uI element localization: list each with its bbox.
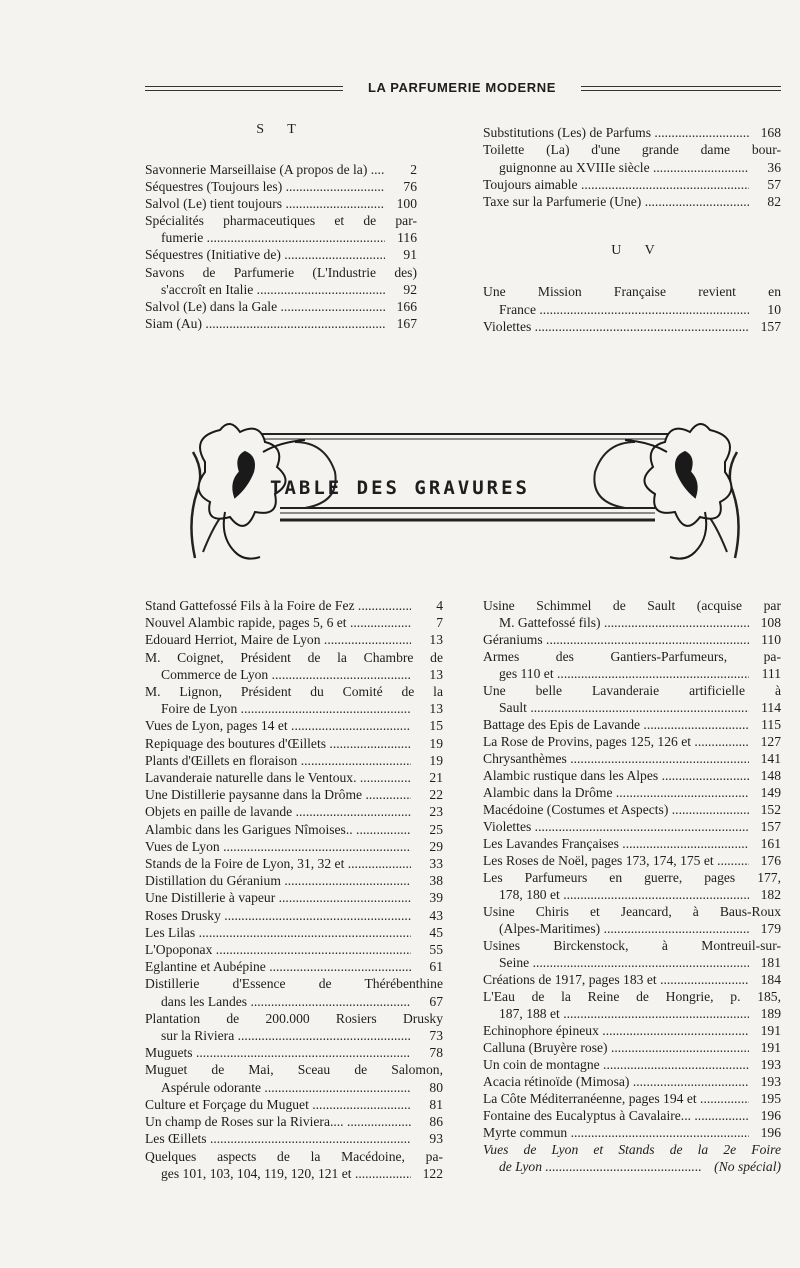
- entry-title: Toujours aimable .....: [483, 176, 749, 193]
- entry-title: Les Lavandes Françaises .....: [483, 835, 749, 852]
- index-entry: [145, 1165, 443, 1182]
- entry-page: 179: [760, 921, 781, 936]
- entry-page: 168: [760, 125, 781, 140]
- entry-title: Vues de Lyon .....: [145, 838, 411, 855]
- entry-title-line: Vues de Lyon et Stands de la 2e Foire: [483, 1142, 781, 1157]
- entry-title: Nouvel Alambic rapide, pages 5, 6 et .....: [145, 614, 411, 631]
- index-entry: [145, 178, 417, 195]
- entry-title: Foire de Lyon .....: [145, 700, 411, 717]
- entry-page: 73: [429, 1028, 443, 1044]
- entry-page: 181: [760, 955, 781, 970]
- index-column-right: [483, 124, 781, 335]
- entry-page: 57: [767, 176, 781, 192]
- gravures-table-title: TABLE DES GRAVURES: [270, 477, 530, 499]
- entry-page: 115: [761, 717, 781, 732]
- entry-page: 61: [429, 959, 443, 975]
- entry-page: 110: [761, 632, 781, 647]
- index-entry: [145, 614, 443, 631]
- entry-title: Fontaine des Eucalyptus à Cavalaire... .....: [483, 1107, 749, 1124]
- index-entry: [145, 1079, 443, 1096]
- entry-title: Battage des Epis de Lavande .....: [483, 716, 749, 733]
- entry-page: 196: [760, 1125, 781, 1140]
- index-entry: [483, 733, 781, 750]
- entry-page: 100: [396, 196, 417, 212]
- entry-page: 184: [760, 972, 781, 987]
- entry-title: Sault .....: [483, 699, 749, 716]
- index-entry: [145, 298, 417, 315]
- entry-page: 43: [429, 907, 443, 923]
- entry-title: France .....: [483, 301, 749, 318]
- entry-page: 45: [429, 924, 443, 940]
- entry-page: 91: [403, 247, 417, 263]
- entry-title: Myrte commun .....: [483, 1124, 749, 1141]
- entry-page: 196: [760, 1108, 781, 1123]
- index-entry: [483, 1073, 781, 1090]
- entry-title-line: Spécialités pharmaceutiques et de par-: [145, 213, 417, 229]
- entry-title: Siam (Au) .....: [145, 315, 385, 332]
- entry-title: La Côte Méditerranéenne, pages 194 et .....: [483, 1090, 749, 1107]
- entry-page: 80: [429, 1079, 443, 1095]
- index-entry: [145, 631, 443, 648]
- entry-title: dans les Landes .....: [145, 993, 411, 1010]
- index-entry: [483, 1005, 781, 1022]
- entry-page: 182: [760, 887, 781, 902]
- index-entry: [145, 958, 443, 975]
- index-entry: [483, 1090, 781, 1107]
- index-entry: [145, 907, 443, 924]
- index-entry: [483, 971, 781, 988]
- entry-page: 191: [760, 1040, 781, 1055]
- index-entry: [145, 717, 443, 734]
- entry-page: 141: [760, 751, 781, 766]
- entry-page: 114: [761, 700, 781, 715]
- entry-title: Les Œillets .....: [145, 1130, 411, 1147]
- entry-page: 38: [429, 873, 443, 889]
- index-entry: [483, 301, 781, 318]
- entry-page: 67: [429, 993, 443, 1009]
- entry-page: 13: [429, 632, 443, 648]
- entry-page: 25: [429, 821, 443, 837]
- entry-page: 166: [396, 298, 417, 314]
- entry-title: Séquestres (Toujours les) .....: [145, 178, 385, 195]
- entry-title: ges 110 et .....: [483, 665, 749, 682]
- index-entry: [145, 195, 417, 212]
- index-entry: [483, 193, 781, 210]
- entry-title: Chrysanthèmes .....: [483, 750, 749, 767]
- entry-page: 78: [429, 1045, 443, 1061]
- entry-title: Edouard Herriot, Maire de Lyon .....: [145, 631, 411, 648]
- entry-page: 76: [403, 179, 417, 195]
- index-entry: [145, 315, 417, 332]
- entry-page: 122: [422, 1165, 443, 1181]
- entry-page: 36: [767, 159, 781, 175]
- index-entry: [483, 1039, 781, 1056]
- index-entry: [145, 1113, 443, 1130]
- index-entry: [145, 821, 443, 838]
- entry-page: 39: [429, 890, 443, 906]
- entry-title: Une Distillerie à vapeur .....: [145, 889, 411, 906]
- entry-title: Savonnerie Marseillaise (A propos de la) .....: [145, 161, 385, 178]
- entry-title: La Rose de Provins, pages 125, 126 et .....: [483, 733, 749, 750]
- entry-page: (No spécial): [714, 1159, 781, 1174]
- entry-page: 10: [767, 301, 781, 317]
- index-entry: [483, 818, 781, 835]
- index-entry: [483, 176, 781, 193]
- index-entry: [145, 229, 417, 246]
- entry-title: Séquestres (Initiative de) .....: [145, 246, 385, 263]
- entry-page: 82: [767, 194, 781, 210]
- index-entry: [483, 835, 781, 852]
- index-entry: [145, 246, 417, 263]
- entry-page: 22: [429, 787, 443, 803]
- entry-page: 19: [429, 735, 443, 751]
- index-column-left: [145, 121, 417, 332]
- entry-title: M. Gattefossé fils) .....: [483, 614, 749, 631]
- index-entry: [145, 1096, 443, 1113]
- entry-page: 13: [429, 666, 443, 682]
- entry-title: Alambic rustique dans les Alpes .....: [483, 767, 749, 784]
- entry-title: Un champ de Roses sur la Riviera.... .....: [145, 1113, 411, 1130]
- header-rule-left: [145, 86, 343, 91]
- entry-page: 167: [396, 315, 417, 331]
- entry-title: Distillation du Géranium .....: [145, 872, 411, 889]
- entry-page: 193: [760, 1057, 781, 1072]
- index-entry: [483, 920, 781, 937]
- entry-title: fumerie .....: [145, 229, 385, 246]
- entry-title: s'accroît en Italie .....: [145, 281, 385, 298]
- index-entry: [483, 852, 781, 869]
- entry-title: Lavanderaie naturelle dans le Ventoux. .....: [145, 769, 411, 786]
- entry-title: Calluna (Bruyère rose) .....: [483, 1039, 749, 1056]
- entry-page: 13: [429, 701, 443, 717]
- index-entry: [483, 1022, 781, 1039]
- entry-title: Violettes .....: [483, 818, 749, 835]
- index-entry: [483, 886, 781, 903]
- entry-title: Stand Gattefossé Fils à la Foire de Fez .....: [145, 597, 411, 614]
- index-entry: [483, 631, 781, 648]
- entry-title-line: Les Parfumeurs en guerre, pages 177,: [483, 870, 781, 885]
- entry-title: guignonne au XVIIIe siècle .....: [483, 159, 749, 176]
- entry-page: 111: [761, 666, 781, 681]
- entry-title: Repiquage des boutures d'Œillets .....: [145, 735, 411, 752]
- index-entry: [483, 1124, 781, 1141]
- entry-title: ges 101, 103, 104, 119, 120, 121 et .....: [145, 1165, 411, 1182]
- entry-title-line: Usines Birckenstock, à Montreuil-sur-: [483, 938, 781, 953]
- entry-title: Commerce de Lyon .....: [145, 666, 411, 683]
- entry-page: 191: [760, 1023, 781, 1038]
- index-entry: [145, 872, 443, 889]
- entry-title: Seine .....: [483, 954, 749, 971]
- entry-title-line: Usine Chiris et Jeancard, à Baus-Roux: [483, 904, 781, 919]
- entry-title-line: Quelques aspects de la Macédoine, pa-: [145, 1148, 443, 1164]
- index-entry: [483, 1056, 781, 1073]
- entry-page: 93: [429, 1131, 443, 1147]
- index-entry: [483, 784, 781, 801]
- entry-title: Les Roses de Noël, pages 173, 174, 175 et .....: [483, 852, 749, 869]
- entry-page: 127: [760, 734, 781, 749]
- entry-page: 86: [429, 1114, 443, 1130]
- index-entry: [145, 752, 443, 769]
- entry-title: Plants d'Œillets en floraison .....: [145, 752, 411, 769]
- entry-title: Salvol (Le) dans la Gale .....: [145, 298, 385, 315]
- index-entry: [145, 1130, 443, 1147]
- index-entry: [145, 924, 443, 941]
- header-title: LA PARFUMERIE MODERNE: [367, 80, 557, 95]
- entry-title: Géraniums .....: [483, 631, 749, 648]
- entry-title-line: Usine Schimmel de Sault (acquise par: [483, 598, 781, 613]
- section-heading-uv: U V: [611, 243, 665, 259]
- index-entry: [483, 665, 781, 682]
- header-rule-right: [581, 86, 781, 91]
- index-entry: [145, 889, 443, 906]
- entry-title-line: M. Lignon, Président du Comité de la: [145, 684, 443, 700]
- entry-title-line: M. Coignet, Président de la Chambre de: [145, 649, 443, 665]
- index-entry: [145, 838, 443, 855]
- index-entry: [483, 1158, 781, 1175]
- entry-title: Les Lilas .....: [145, 924, 411, 941]
- entry-title: Macédoine (Costumes et Aspects) .....: [483, 801, 749, 818]
- index-entry: [483, 750, 781, 767]
- index-entry: [483, 318, 781, 335]
- entry-page: 2: [410, 162, 417, 177]
- entry-page: 176: [760, 853, 781, 868]
- entry-page: 161: [760, 836, 781, 851]
- index-entry: [483, 801, 781, 818]
- gravures-column-left: [145, 597, 443, 1182]
- entry-title: 187, 188 et .....: [483, 1005, 749, 1022]
- entry-title: Créations de 1917, pages 183 et .....: [483, 971, 749, 988]
- entry-title-line: Distillerie d'Essence de Thérébenthine: [145, 976, 443, 992]
- entry-page: 116: [397, 230, 417, 246]
- entry-title: (Alpes-Maritimes) .....: [483, 920, 749, 937]
- entry-page: 157: [760, 819, 781, 834]
- index-entry: [145, 1027, 443, 1044]
- entry-title: Eglantine et Aubépine .....: [145, 958, 411, 975]
- index-entry: [145, 855, 443, 872]
- entry-title: Violettes .....: [483, 318, 749, 335]
- entry-title: Roses Drusky .....: [145, 907, 411, 924]
- entry-page: 23: [429, 804, 443, 820]
- index-entry: [145, 769, 443, 786]
- entry-title: Echinophore épineux .....: [483, 1022, 749, 1039]
- index-entry: [483, 159, 781, 176]
- entry-page: 81: [429, 1096, 443, 1112]
- index-entry: [145, 993, 443, 1010]
- entry-title: Objets en paille de lavande .....: [145, 803, 411, 820]
- entry-page: 148: [760, 768, 781, 783]
- entry-title: Salvol (Le) tient toujours .....: [145, 195, 385, 212]
- index-entry: [483, 954, 781, 971]
- entry-page: 29: [429, 838, 443, 854]
- index-entry: [145, 700, 443, 717]
- index-entry: [145, 803, 443, 820]
- entry-page: 55: [429, 942, 443, 958]
- entry-page: 15: [429, 718, 443, 734]
- index-entry: [145, 666, 443, 683]
- entry-title: Un coin de montagne .....: [483, 1056, 749, 1073]
- running-header: [145, 80, 781, 100]
- entry-title-line: Muguet de Mai, Sceau de Salomon,: [145, 1062, 443, 1078]
- index-entry: [483, 1107, 781, 1124]
- index-entry: [145, 941, 443, 958]
- entry-page: 195: [760, 1091, 781, 1106]
- entry-page: 19: [429, 752, 443, 768]
- entry-title: Une Distillerie paysanne dans la Drôme .....: [145, 786, 411, 803]
- entry-page: 33: [429, 856, 443, 872]
- index-entry: [145, 1044, 443, 1061]
- entry-page: 152: [760, 802, 781, 817]
- entry-page: 193: [760, 1074, 781, 1089]
- entry-page: 189: [760, 1006, 781, 1021]
- entry-title-line: Une belle Lavanderaie artificielle à: [483, 683, 781, 698]
- entry-page: 4: [436, 598, 443, 613]
- entry-title: Taxe sur la Parfumerie (Une) .....: [483, 193, 749, 210]
- entry-page: 108: [760, 615, 781, 630]
- entry-title: Aspérule odorante .....: [145, 1079, 411, 1096]
- entry-title: Acacia rétinoïde (Mimosa) .....: [483, 1073, 749, 1090]
- index-entry: [483, 614, 781, 631]
- entry-title-line: Savons de Parfumerie (L'Industrie des): [145, 264, 417, 280]
- entry-title: de Lyon .....: [483, 1158, 701, 1175]
- entry-title: Alambic dans la Drôme .....: [483, 784, 749, 801]
- gravures-column-right: [483, 597, 781, 1175]
- entry-title: Culture et Forçage du Muguet .....: [145, 1096, 411, 1113]
- entry-page: 157: [760, 319, 781, 335]
- entry-title-line: Une Mission Française revient en: [483, 284, 781, 300]
- index-entry: [145, 597, 443, 614]
- index-entry: [145, 786, 443, 803]
- entry-title: 178, 180 et .....: [483, 886, 749, 903]
- entry-title: Muguets .....: [145, 1044, 411, 1061]
- entry-title-line: Toilette (La) d'une grande dame bour-: [483, 142, 781, 158]
- index-entry: [483, 124, 781, 141]
- entry-title-line: L'Eau de la Reine de Hongrie, p. 185,: [483, 989, 781, 1004]
- entry-title: Substitutions (Les) de Parfums .....: [483, 124, 749, 141]
- section-heading-st: S T: [256, 122, 306, 137]
- index-entry: [145, 735, 443, 752]
- entry-title: sur la Riviera .....: [145, 1027, 411, 1044]
- index-entry: [483, 767, 781, 784]
- entry-page: 7: [436, 615, 443, 631]
- entry-title: Alambic dans les Garigues Nîmoises.. .....: [145, 821, 411, 838]
- index-entry: [483, 699, 781, 716]
- entry-title-line: Plantation de 200.000 Rosiers Drusky: [145, 1010, 443, 1026]
- entry-title: Vues de Lyon, pages 14 et .....: [145, 717, 411, 734]
- entry-page: 21: [429, 770, 443, 786]
- entry-page: 149: [760, 785, 781, 800]
- index-entry: [145, 161, 417, 178]
- index-entry: [145, 281, 417, 298]
- entry-page: 92: [403, 281, 417, 297]
- entry-title: Stands de la Foire de Lyon, 31, 32 et .....: [145, 855, 411, 872]
- entry-title-line: Armes des Gantiers-Parfumeurs, pa-: [483, 649, 781, 664]
- entry-title: L'Opoponax .....: [145, 941, 411, 958]
- index-entry: [483, 716, 781, 733]
